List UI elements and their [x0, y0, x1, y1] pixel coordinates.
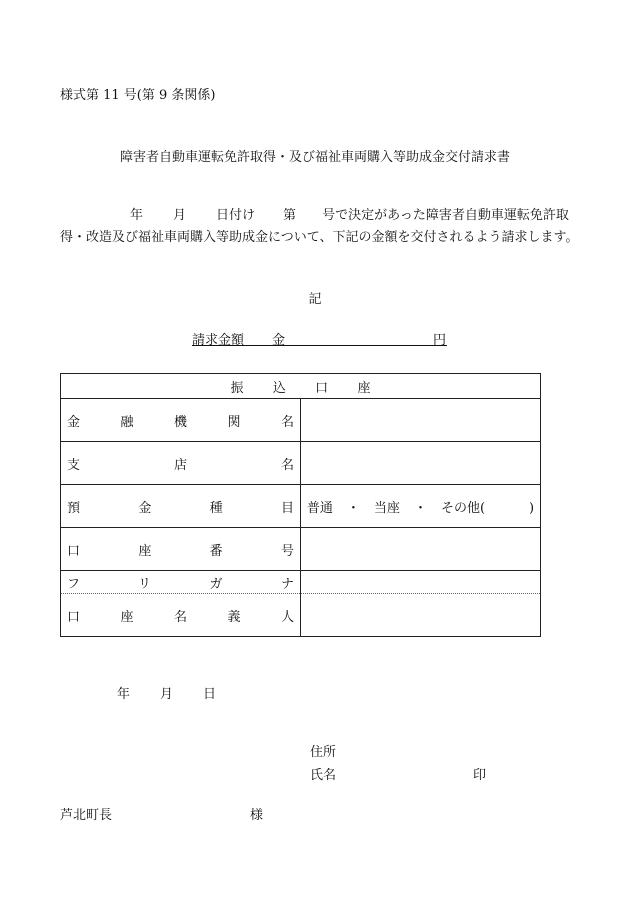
request-amount-line: [192, 329, 447, 346]
request-amount-label: 請求金額: [192, 333, 245, 348]
account-number-label: 口座番号: [61, 528, 301, 571]
bank-name-label: 金融機関名: [61, 399, 301, 442]
form-number: 様式第 11 号(第 9 条関係): [60, 88, 216, 103]
request-body-text: [60, 205, 580, 249]
name-label: 氏名: [310, 768, 337, 783]
deposit-type-field[interactable]: 普通 ・ 当座 ・ その他( ): [301, 485, 541, 528]
body-day-dated: 日付け: [216, 208, 256, 223]
address-label: 住所: [310, 745, 337, 760]
request-yen: 円: [433, 333, 447, 348]
account-holder-label: 口座名義人: [61, 594, 301, 637]
account-holder-field[interactable]: [301, 594, 541, 637]
deposit-option-other[interactable]: その他( ): [440, 500, 535, 516]
deposit-option-futsu[interactable]: 普通: [306, 500, 333, 516]
furigana-label: フリガナ: [61, 571, 301, 594]
body-year: 年: [130, 208, 144, 223]
recipient-honorific: 様: [250, 808, 264, 823]
request-kin: 金: [272, 333, 286, 348]
body-month: 月: [173, 208, 187, 223]
deposit-option-toza[interactable]: 当座: [373, 500, 400, 516]
deposit-type-label: 預金種目: [61, 485, 301, 528]
account-number-field[interactable]: [301, 528, 541, 571]
ki-heading: 記: [308, 292, 322, 307]
date-month: 月: [160, 687, 174, 702]
date-year: 年: [117, 687, 131, 702]
bank-account-table: [60, 373, 541, 637]
seal-mark: 印: [473, 768, 487, 783]
document-title: 障害者自動車運転免許取得・及び福祉車両購入等助成金交付請求書: [119, 150, 510, 165]
furigana-field[interactable]: [301, 571, 541, 594]
account-table-header: 振 込 口 座: [61, 374, 541, 399]
body-text: 号で決定があった障害者自動車運転免許取得・改造及び福祉車両購入等助成金について、下記の金額を交付されるよう請求します。: [60, 208, 579, 245]
branch-name-field[interactable]: [301, 442, 541, 485]
bank-name-field[interactable]: [301, 399, 541, 442]
body-dai: 第: [283, 208, 297, 223]
branch-name-label: 支店名: [61, 442, 301, 485]
recipient-mayor: 芦北町長: [60, 808, 113, 823]
date-day: 日: [203, 687, 217, 702]
request-date-line: [117, 683, 216, 702]
